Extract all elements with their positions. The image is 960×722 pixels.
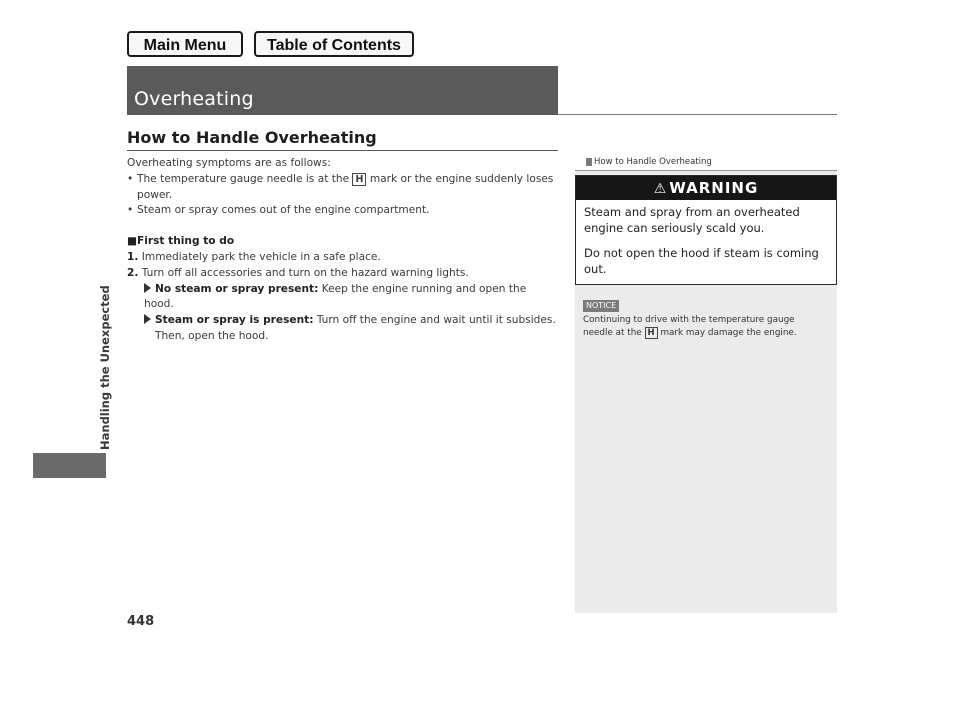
sidebar-heading-text: How to Handle Overheating: [594, 157, 712, 167]
bullet-item: [127, 172, 557, 188]
warning-header: [576, 176, 836, 200]
notice-line: [583, 327, 828, 340]
arrow-right-icon: [144, 283, 151, 293]
main-menu-button[interactable]: Main Menu: [127, 31, 243, 57]
heading-rule: [127, 150, 558, 151]
sub-step-label: Steam or spray is present:: [155, 314, 314, 327]
intro-text: Overheating symptoms are as follows:: [127, 157, 331, 169]
page-number: 448: [127, 614, 155, 629]
sub-step-2: [127, 313, 557, 329]
warning-paragraph: Do not open the hood if steam is coming out.: [584, 246, 819, 276]
arrow-right-icon: [144, 314, 151, 324]
bullet-dot: •: [127, 172, 134, 185]
step-text: Immediately park the vehicle in a safe place.: [141, 250, 381, 263]
sub-step-text: Keep the engine running and open the hood.: [144, 282, 527, 311]
warning-title-text: WARNING: [669, 179, 759, 197]
bullet2-text: Steam or spray comes out of the engine compartment.: [137, 204, 430, 217]
sub-step-label: No steam or spray present:: [155, 282, 319, 295]
banner-title: Overheating: [134, 88, 254, 110]
notice-line: Continuing to drive with the temperature gauge: [583, 315, 795, 325]
h-mark-icon: H: [645, 327, 658, 339]
sub-step-2-continuation: Then, open the hood.: [155, 329, 269, 342]
subhead-text: First thing to do: [137, 235, 235, 248]
subhead: [127, 234, 557, 250]
step-text: Turn off all accessories and turn on the hazard warning lights.: [141, 266, 469, 279]
sidebar-heading: [575, 155, 837, 170]
section-heading: How to Handle Overheating: [127, 128, 377, 147]
sub-step-text: Turn off the engine and wait until it subsides.: [316, 314, 556, 327]
step-1: [127, 250, 557, 266]
bullet1-text: The temperature gauge needle is at the: [137, 172, 350, 185]
notice-badge: NOTICE: [583, 300, 619, 312]
warning-text: [584, 204, 829, 286]
warning-triangle-icon: ⚠: [653, 181, 668, 197]
h-mark-icon: H: [352, 173, 366, 186]
warning-box: [575, 175, 837, 285]
bullet1-text-after: mark or the engine suddenly loses: [369, 172, 554, 185]
notice-text: [583, 314, 828, 340]
section-body: [127, 156, 557, 345]
table-of-contents-button[interactable]: Table of Contents: [254, 31, 414, 57]
section-banner: [127, 66, 558, 115]
sidebar-notes: [575, 155, 837, 613]
notice-text-before: needle at the: [583, 328, 642, 338]
warning-title: [576, 179, 836, 197]
warning-paragraph: Steam and spray from an overheated engine can seriously scald you.: [584, 205, 800, 235]
notice-text-after: mark may damage the engine.: [660, 328, 797, 338]
sub-step-1: [127, 282, 557, 314]
subhead-marker: ■: [127, 235, 138, 248]
sidebar-heading-rule: [575, 170, 837, 171]
bullet1-continuation: power.: [137, 188, 173, 201]
bullet-dot: •: [127, 204, 134, 217]
step-number: 1.: [127, 250, 139, 263]
bullet-item: [127, 203, 557, 219]
step-number: 2.: [127, 266, 139, 279]
side-tab: [86, 140, 112, 450]
side-tab-label: Handling the Unexpected: [98, 285, 112, 450]
step-2: [127, 266, 557, 282]
side-tab-marker: [33, 453, 106, 478]
reference-icon: [586, 158, 592, 166]
banner-rule: [558, 114, 837, 115]
